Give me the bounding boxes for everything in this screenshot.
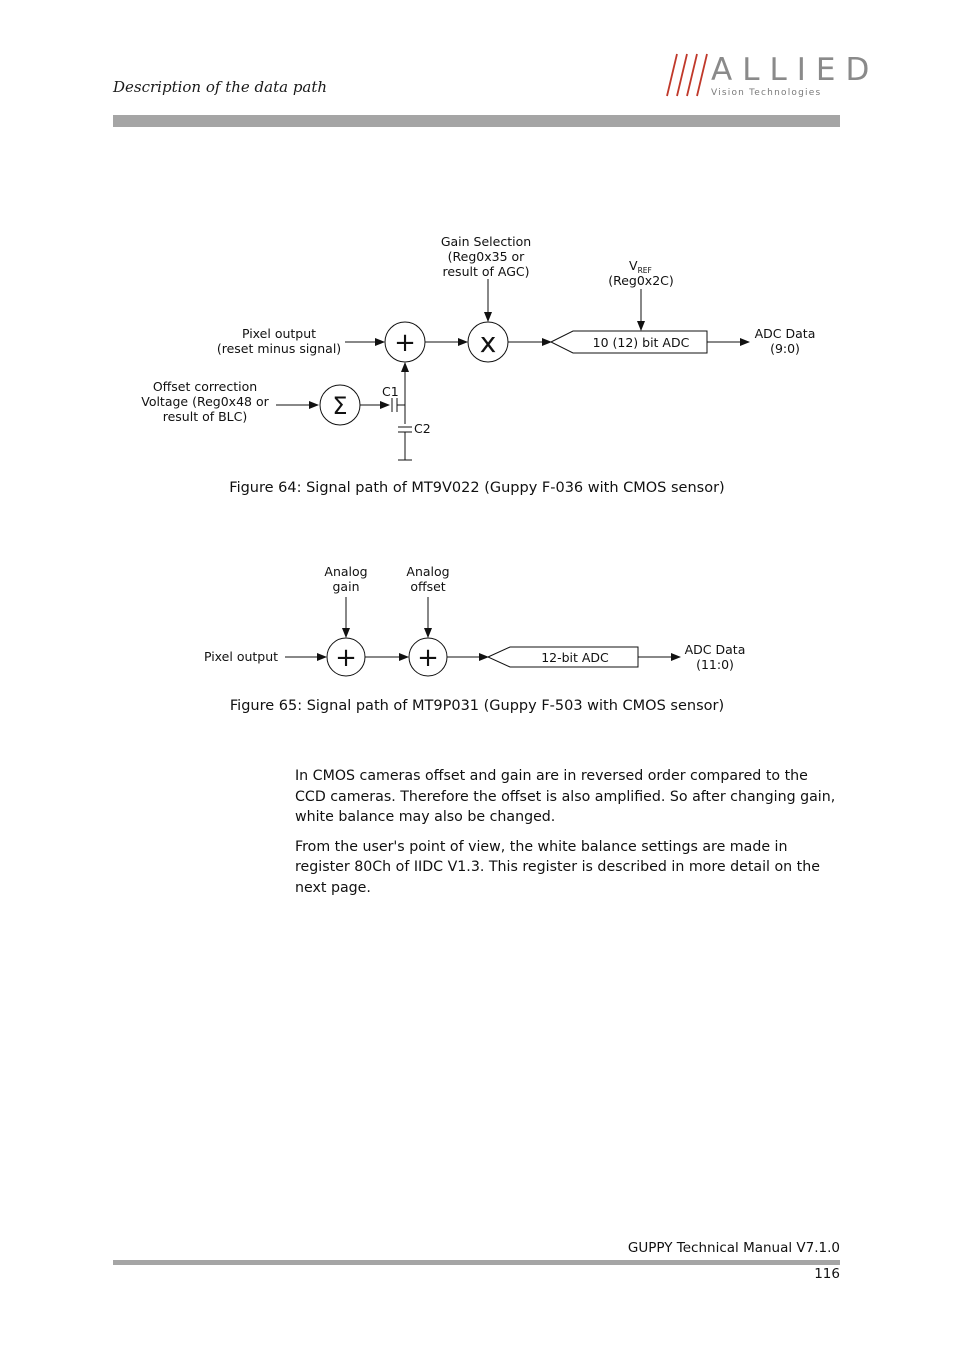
offset-correction-label-1: Offset correction (152, 379, 258, 394)
analog-offset-label-2: offset (410, 579, 446, 594)
gain-selection-label-3: result of AGC) (442, 264, 530, 279)
pixel-output-label-1: Pixel output (241, 326, 317, 341)
multiplier-symbol: x (479, 326, 497, 359)
pixel-output-label-2: (reset minus signal) (216, 341, 342, 356)
figure64-diagram (0, 225, 954, 470)
page-number: 116 (814, 1266, 840, 1282)
figure65-caption: Figure 65: Signal path of MT9P031 (Guppy F-503 with CMOS sensor) (229, 698, 725, 714)
offset-correction-label-2: Voltage (Reg0x48 or (141, 394, 269, 409)
summation-symbol: Σ (332, 392, 348, 420)
c2-label: C2 (414, 421, 431, 436)
figure64-caption: Figure 64: Signal path of MT9V022 (Guppy F-036 with CMOS sensor) (229, 480, 725, 496)
paragraph-1: In CMOS cameras offset and gain are in reversed order compared to the CCD cameras. Therefore the offset is also amplified. So after changing gain, white balance may also be changed. (295, 768, 836, 825)
figure65-diagram (0, 560, 954, 680)
gain-selection-label-2: (Reg0x35 or (447, 249, 525, 264)
analog-offset-label-1: Analog (406, 564, 450, 579)
offset-correction-label-3: result of BLC) (162, 409, 248, 424)
analog-gain-label-1: Analog (324, 564, 368, 579)
header-bar (113, 115, 840, 127)
logo-wordmark: ALLIED (711, 52, 880, 88)
paragraph-2: From the user's point of view, the white balance settings are made in register 80Ch of IIDC V1.3. This register is described in more detail on the next page. (295, 838, 820, 896)
footer-bar (113, 1260, 840, 1265)
adc-data-label-2: (9:0) (770, 341, 800, 356)
gain-adder-symbol: + (335, 643, 357, 673)
adc-data-label-1: ADC Data (754, 326, 816, 341)
body-text (295, 766, 843, 907)
logo-subtitle: Vision Technologies (711, 88, 822, 98)
adc-data-label-1: ADC Data (684, 642, 746, 657)
gain-selection-label-1: Gain Selection (440, 234, 532, 249)
c1-label: C1 (382, 384, 399, 399)
adder-symbol: + (394, 328, 416, 358)
adc-label: 10 (12) bit ADC (592, 335, 690, 350)
offset-adder-symbol: + (417, 643, 439, 673)
section-title: Description of the data path (113, 78, 328, 96)
footer-manual-title: GUPPY Technical Manual V7.1.0 (627, 1240, 840, 1256)
vref-register-label: (Reg0x2C) (608, 273, 674, 288)
vref-label: $V_{REF}$ (629, 258, 652, 275)
analog-gain-label-2: gain (332, 579, 360, 594)
pixel-output-label: Pixel output (203, 649, 279, 664)
logo-slashes (665, 52, 711, 98)
adc-data-label-2: (11:0) (696, 657, 734, 672)
adc-label: 12-bit ADC (541, 650, 609, 665)
